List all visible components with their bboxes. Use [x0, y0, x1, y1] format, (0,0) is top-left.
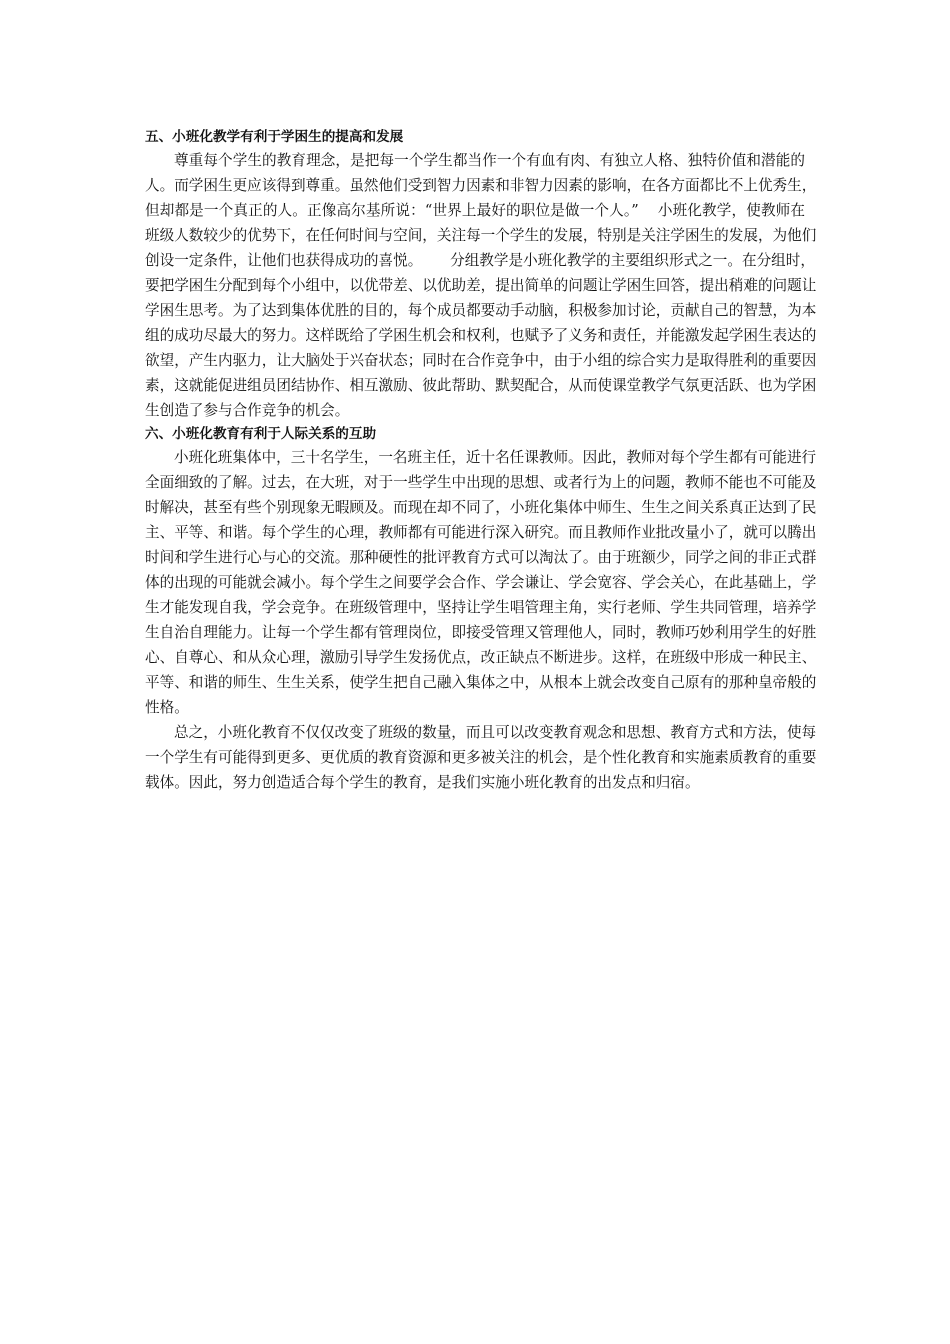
- text-line: 心、自尊心、和从众心理，激励引导学生发扬优点，改正缺点不断进步。这样，在班级中形成一种民主、: [145, 649, 817, 666]
- text-line: 创设一定条件，让他们也获得成功的喜悦。 分组教学是小班化教学的主要组织形式之一。在分组时，: [145, 252, 815, 269]
- text-line: 一个学生有可能得到更多、更优质的教育资源和更多被关注的机会，是个性化教育和实施素质教育的重要: [145, 749, 817, 766]
- document-page: [145, 126, 817, 795]
- section-5: [145, 126, 817, 423]
- text-line: 主、平等、和谐。每个学生的心理，教师都有可能进行深入研究。而且教师作业批改量小了，就可以腾出: [145, 524, 817, 541]
- paragraph: [145, 148, 817, 423]
- text-line: 生才能发现自我，学会竞争。在班级管理中，坚持让学生唱管理主角，实行老师、学生共同管理，培养学: [145, 599, 817, 616]
- text-line: 载体。因此，努力创造适合每个学生的教育，是我们实施小班化教育的出发点和归宿。: [145, 774, 700, 791]
- text-line: 人。而学困生更应该得到尊重。虽然他们受到智力因素和非智力因素的影响，在各方面都比不上优秀生，: [145, 177, 817, 194]
- text-line: 小班化班集体中，三十名学生，一名班主任，近十名任课教师。因此，教师对每个学生都有可能进行: [174, 449, 817, 466]
- text-line: 尊重每个学生的教育理念，是把每一个学生都当作一个有血有肉、有独立人格、独特价值和潜能的: [174, 152, 805, 169]
- text-line: 平等、和谐的师生、生生关系，使学生把自己融入集体之中，从根本上就会改变自己原有的那种皇帝般的: [145, 674, 817, 691]
- section-heading: 六、小班化教育有利于人际关系的互助: [145, 426, 377, 442]
- text-line: 时间和学生进行心与心的交流。那种硬性的批评教育方式可以淘汰了。由于班额少，同学之间的非正式群: [145, 549, 817, 566]
- text-line: 生自治自理能力。让每一个学生都有管理岗位，即接受管理又管理他人，同时，教师巧妙利用学生的好胜: [145, 624, 817, 641]
- paragraph: [145, 720, 817, 795]
- text-line: 全面细致的了解。过去，在大班，对于一些学生中出现的思想、或者行为上的问题，教师不能也不可能及: [145, 474, 817, 491]
- text-line: 但却都是一个真正的人。正像高尔基所说：“世界上最好的职位是做一个人。” 小班化教学，使教师在: [145, 202, 805, 219]
- text-line: 体的出现的可能就会减小。每个学生之间要学会合作、学会谦让、学会宽容、学会关心，在此基础上，学: [145, 574, 817, 591]
- text-line: 素，这就能促进组员团结协作、相互激励、彼此帮助、默契配合，从而使课堂教学气氛更活跃、也为学困: [145, 377, 817, 394]
- text-line: 班级人数较少的优势下，在任何时间与空间，关注每一个学生的发展，特别是关注学困生的发展，为他们: [145, 227, 817, 244]
- text-line: 组的成功尽最大的努力。这样既给了学困生机会和权利，也赋予了义务和责任，并能激发起学困生表达的: [145, 327, 817, 344]
- section-6: [145, 423, 817, 795]
- section-heading: 五、小班化教学有利于学困生的提高和发展: [145, 129, 404, 145]
- text-line: 学困生思考。为了达到集体优胜的目的，每个成员都要动手动脑，积极参加讨论，贡献自己的智慧，为本: [145, 302, 817, 319]
- paragraph: [145, 445, 817, 720]
- text-line: 时解决，甚至有些个别现象无暇顾及。而现在却不同了，小班化集体中师生、生生之间关系真正达到了民: [145, 499, 817, 516]
- text-line: 欲望，产生内驱力，让大脑处于兴奋状态；同时在合作竞争中，由于小组的综合实力是取得胜利的重要因: [145, 352, 817, 369]
- text-line: 要把学困生分配到每个小组中，以优带差、以优助差，提出简单的问题让学困生回答，提出稍难的问题让: [145, 277, 817, 294]
- text-line: 生创造了参与合作竞争的机会。: [145, 402, 350, 419]
- text-line: 总之，小班化教育不仅仅改变了班级的数量，而且可以改变教育观念和思想、教育方式和方法，使每: [174, 724, 817, 741]
- text-line: 性格。: [145, 699, 189, 716]
